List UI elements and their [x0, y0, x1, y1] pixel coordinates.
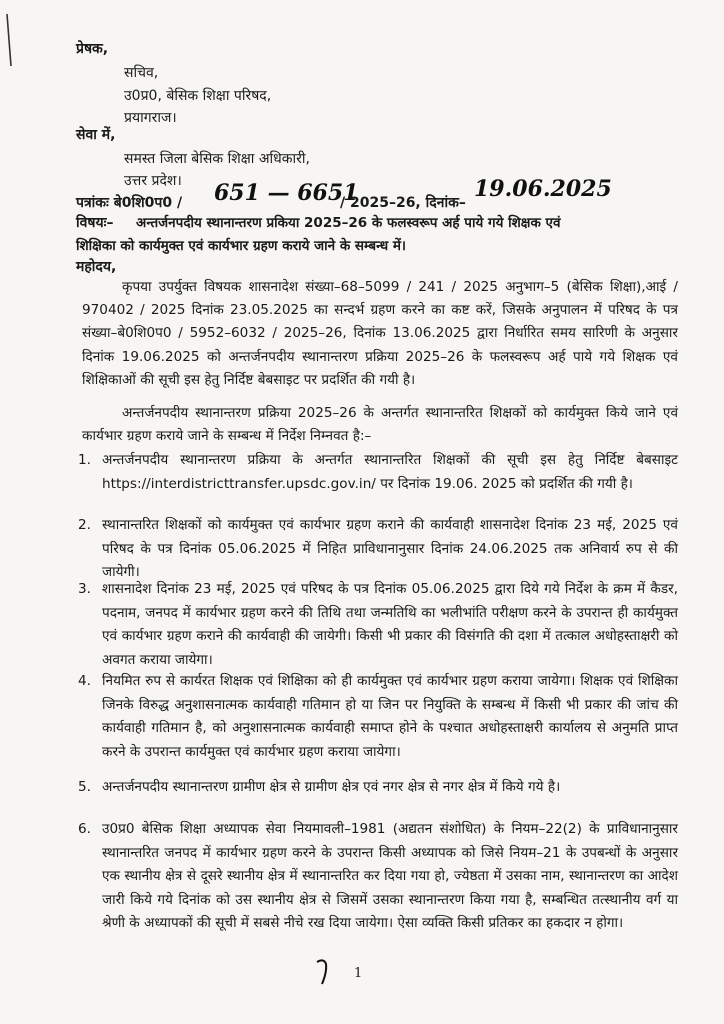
list-item-number: 5. [78, 779, 91, 795]
list-item-text: अन्तर्जनपदीय स्थानान्तरण ग्रामीण क्षेत्र से ग्रामीण क्षेत्र एवं नगर क्षेत्र से नगर क्षेत्र में किये गये है। [102, 779, 561, 795]
sender-office: उ0प्र0, बेसिक शिक्षा परिषद, [124, 88, 272, 104]
reference-label: पत्रांकः बे0शि0प0 / [76, 195, 183, 211]
list-item-text: नियमित रुप से कार्यरत शिक्षक एवं शिक्षिका को ही कार्यमुक्त एवं कार्यभार ग्रहण कराया जायेगा। शिक्षक एवं शिक्षिका जिनके विरुद्ध अनुशासनात्मक कार्यवाही गतिमान हो या जिन पर नियुक्ति के सम्बन्ध में किसी भी प्रकार की जांच की कार्यवाही गतिमान है, को अनुशासनात्मक कार्यवाही समाप्त होने के पश्चात अधोहस्ताक्षरी कार्यालय से अनुमति प्राप्त करने के उपरान्त कार्यमुक्त एवं कार्यभार ग्रहण कराया जायेगा। [102, 673, 678, 760]
list-item-number: 1. [78, 452, 91, 468]
body-paragraph-2: अन्तर्जनपदीय स्थानान्तरण प्रक्रिया 2025–26 के अन्तर्गत स्थानान्तरित शिक्षकों को कार्यमुक्त किये जाने एवं कार्यभार ग्रहण कराये जाने के सम्बन्ध में निर्देश निम्नवत है:– [82, 405, 678, 445]
salutation: महोदय, [76, 259, 117, 275]
list-item [78, 818, 678, 936]
list-item-number: 4. [78, 673, 91, 689]
list-item-number: 6. [78, 821, 91, 837]
sender-label: प्रेषक, [76, 41, 109, 57]
reference-year-label: / 2025–26, दिनांक– [340, 195, 466, 211]
list-item-text: उ0प्र0 बेसिक शिक्षा अध्यापक सेवा नियमावली–1981 (अद्यतन संशोधित) के नियम–22(2) के प्राविधानानुसार स्थानान्तरित जनपद में कार्यभार ग्रहण करने के उपरान्त किसी अध्यापक को जिसे नियम–21 के उपबन्धों के अनुसार एक स्थानीय क्षेत्र से दूसरे स्थानीय क्षेत्र में स्थानान्तरित कर दिया गया हो, ज्येष्ठता में उसका नाम, स्थानान्तरण का आदेश जारी किये गये दिनांक को उस स्थानीय क्षेत्र से जिसमें उसका स्थानान्तरण किया गया है, सम्बन्धित तत्स्थानीय वर्ग या श्रेणी के अध्यापकों की सूची में सबसे नीचे रख दिया जायेगा। ऐसा व्यक्ति किसी प्रतिकर का हकदार न होगा। [102, 821, 678, 931]
recipient-designation: समस्त जिला बेसिक शिक्षा अधिकारी, [124, 151, 310, 167]
list-item-number: 2. [78, 517, 91, 533]
list-item-number: 3. [78, 581, 91, 597]
list-item [78, 514, 678, 585]
sender-city: प्रयागराज। [124, 110, 177, 126]
list-item [78, 776, 678, 800]
page-number: 1 [354, 966, 363, 981]
handwritten-initial [314, 956, 330, 988]
recipient-state: उत्तर प्रदेश। [124, 173, 182, 189]
handwritten-date: 19.06.2025 [474, 176, 612, 202]
list-item-text: शासनादेश दिनांक 23 मई, 2025 एवं परिषद के पत्र दिनांक 05.06.2025 द्वारा दिये गये निर्देश के क्रम में कैडर, पदनाम, जनपद में कार्यभार ग्रहण करने की तिथि तथा जन्मतिथि का भलीभांति परीक्षण करने के उपरान्त ही कार्यमुक्त एवं कार्यभार ग्रहण कराने की कार्यवाही की जायेगी। किसी भी प्रकार की विसंगति की दशा में तत्काल अधोहस्ताक्षरी को अवगत कराया जायेगा। [102, 581, 678, 668]
list-item-text: अन्तर्जनपदीय स्थानान्तरण प्रक्रिया के अन्तर्गत स्थानान्तरित शिक्षकों की सूची इस हेतु निर्दिष्ट बेबसाइट https://interdistricttransfer.upsdc.gov.in/ पर दिनांक 19.06. 2025 को प्रदर्शित की गयी है। [102, 452, 678, 492]
list-item [78, 670, 678, 764]
body-paragraph-1: कृपया उपर्युक्त विषयक शासनादेश संख्या–68–5099 / 241 / 2025 अनुभाग–5 (बेसिक शिक्षा),आई / 970402 / 2025 दिनांक 23.05.2025 का सन्दर्भ ग्रहण करने का कष्ट करें, जिसके अनुपालन में परिषद के पत्र संख्या–बे0शि0प0 / 5952–6032 / 2025–26, दिनांक 13.06.2025 द्वारा निर्धारित समय सारिणी के अनुसार दिनांक 19.06.2025 को अन्तर्जनपदीय स्थानान्तरण प्रक्रिया 2025–26 के फलस्वरूप अर्ह पाये गये शिक्षक एवं शिक्षिकाओं की सूची इस हेतु निर्दिष्ट बेबसाइट पर प्रदर्शित की गयी है। [82, 279, 678, 388]
list-item [78, 578, 678, 672]
subject-line-1: अन्तर्जनपदीय स्थानान्तरण प्रकिया 2025–26 के फलस्वरूप अर्ह पाये गये शिक्षक एवं [136, 215, 561, 231]
subject-line-2: शिक्षिका को कार्यमुक्त एवं कार्यभार ग्रहण कराये जाने के सम्बन्ध में। [76, 238, 407, 254]
margin-pen-mark [2, 10, 20, 70]
handwritten-letter-number: 651 — 6651 [214, 180, 359, 206]
list-item-text: स्थानान्तरित शिक्षकों को कार्यमुक्त एवं कार्यभार ग्रहण कराने की कार्यवाही शासनादेश दिनांक 23 मई, 2025 एवं परिषद के पत्र दिनांक 05.06.2025 में निहित प्राविधानानुसार दिनांक 24.06.2025 तक अनिवार्य रुप से की जायेगी। [102, 517, 678, 580]
recipient-label: सेवा में, [76, 127, 116, 143]
sender-designation: सचिव, [124, 65, 159, 81]
subject-label: विषयः– [76, 215, 114, 231]
list-item [78, 449, 678, 496]
